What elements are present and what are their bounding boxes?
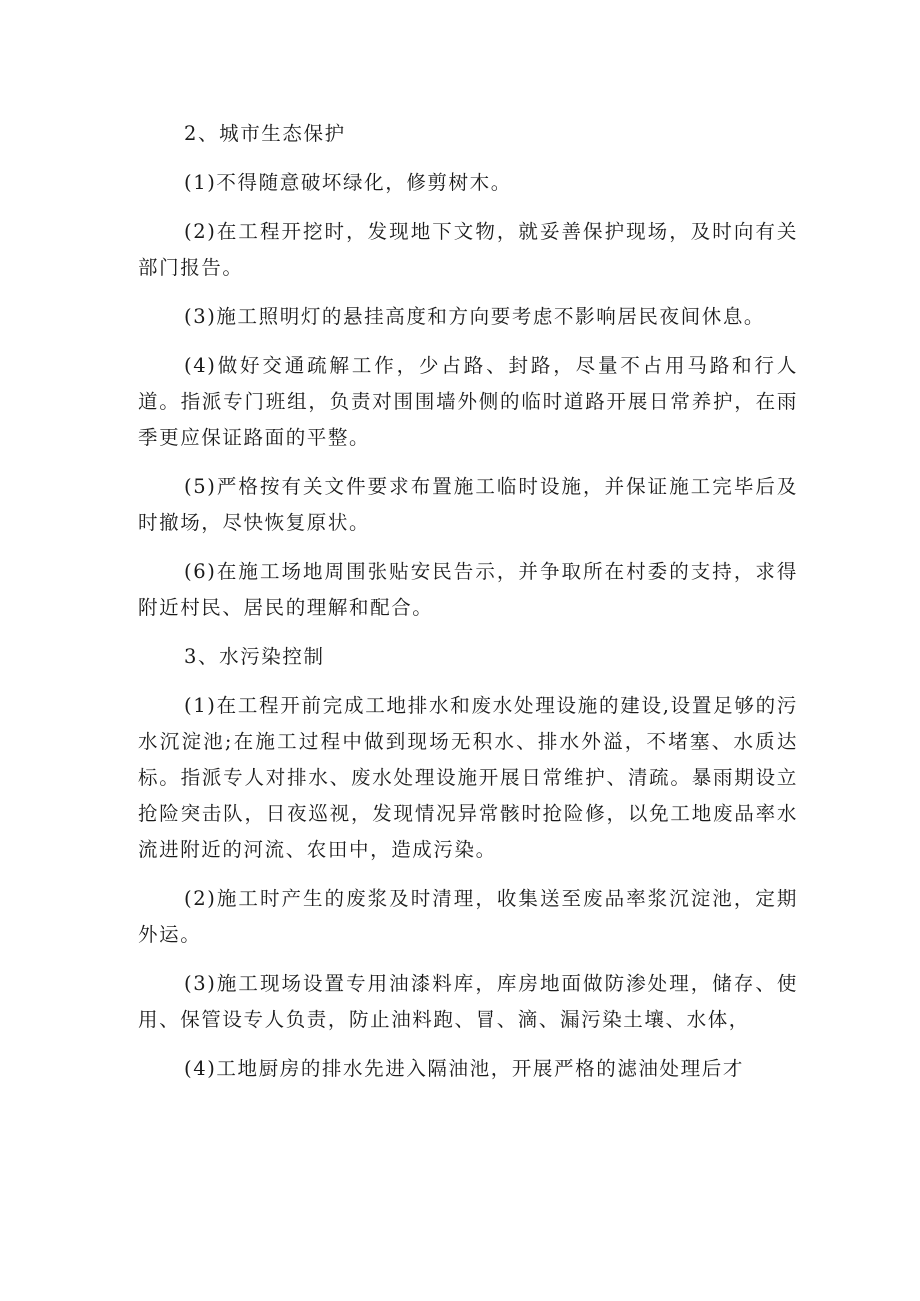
document-body — [138, 116, 798, 1100]
list-item: (4)工地厨房的排水先进入隔油池，开展严格的滤油处理后才 — [184, 1057, 744, 1080]
list-item: (2)施工时产生的废浆及时清理，收集送至废品率浆沉淀池，定期外运。 — [138, 887, 798, 946]
list-item: (1)不得随意破坏绿化，修剪树木。 — [184, 171, 512, 194]
list-item: (1)在工程开前完成工地排水和废水处理设施的建设,设置足够的污水沉淀池;在施工过程中做到现场无积水、排水外溢，不堵塞、水质达标。指派专人对排水、废水处理设施开展日常维护、清疏。暴雨期设立抢险突击队，日夜巡视，发现情况异常骸时抢险修，以免工地废品率水流进附近的河流、农田中，造成污染。 — [138, 694, 798, 861]
section-heading: 2、城市生态保护 — [184, 122, 346, 145]
list-item: (3)施工现场设置专用油漆料库，库房地面做防渗处理，储存、使用、保管设专人负责，防止油料跑、冒、滴、漏污染土壤、水体， — [138, 972, 798, 1031]
list-item: (4)做好交通疏解工作，少占路、封路，尽量不占用马路和行人道。指派专门班组，负责对围围墙外侧的临时道路开展日常养护，在雨季更应保证路面的平整。 — [138, 354, 798, 449]
list-item: (5)严格按有关文件要求布置施工临时设施，并保证施工完毕后及时撤场，尽快恢复原状。 — [138, 475, 798, 534]
list-item: (3)施工照明灯的悬挂高度和方向要考虑不影响居民夜间休息。 — [184, 305, 766, 328]
list-item: (6)在施工场地周围张贴安民告示，并争取所在村委的支持，求得附近村民、居民的理解和配合。 — [138, 560, 798, 619]
section-heading: 3、水污染控制 — [184, 645, 325, 668]
list-item: (2)在工程开挖时，发现地下文物，就妥善保护现场，及时向有关部门报告。 — [138, 220, 798, 279]
